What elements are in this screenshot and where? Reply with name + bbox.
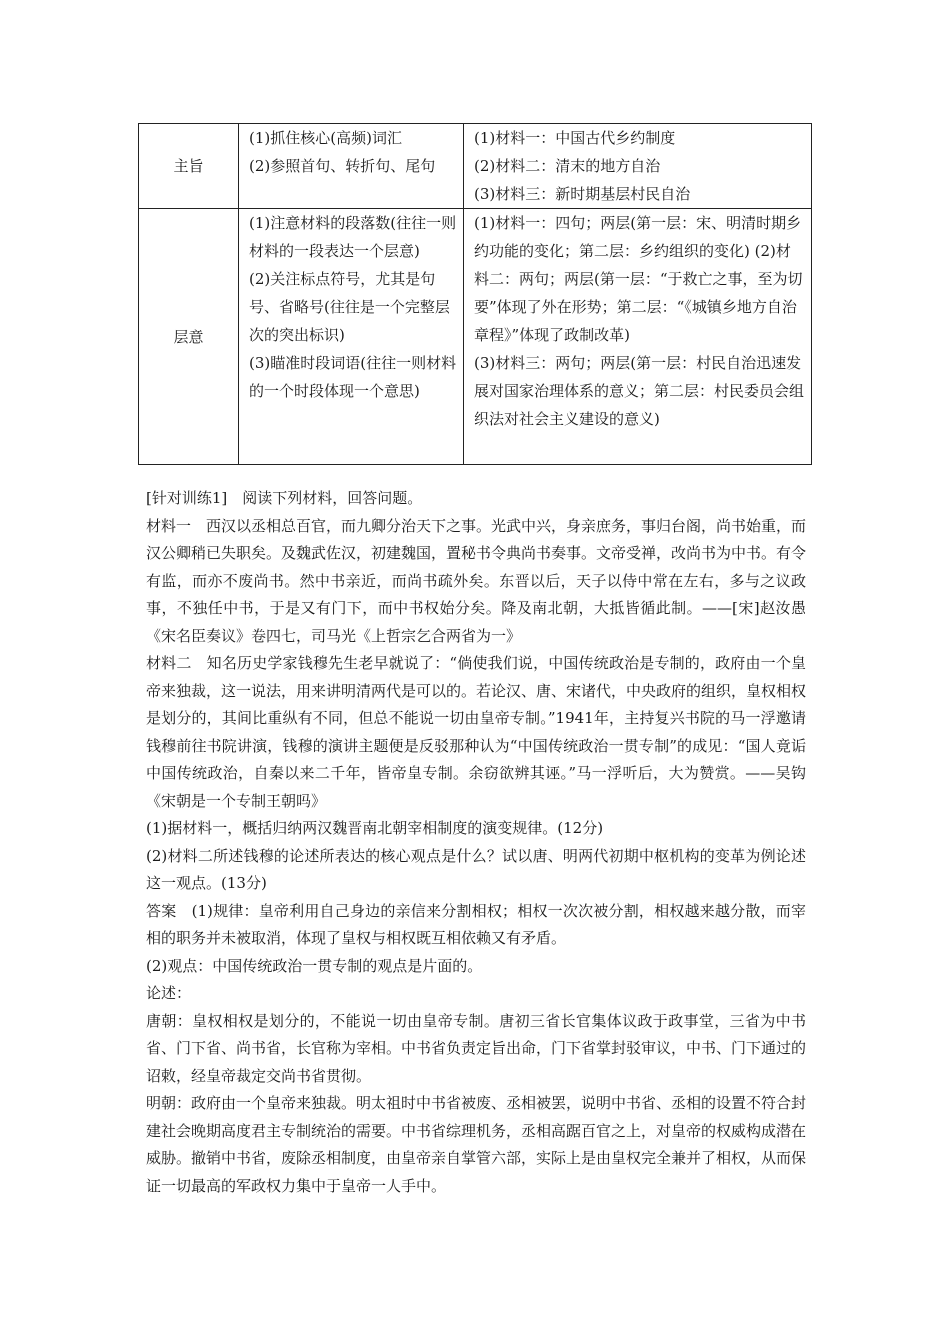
content-item: (3)材料三：新时期基层村民自治 [474,185,691,203]
method-item: (2)关注标点符号，尤其是句号、省略号(往往是一个完整层次的突出标识) [249,270,450,344]
material-two: 材料二 知名历史学家钱穆先生老早就说了：“倘使我们说，中国传统政治是专制的，政府由一个皇帝来独裁，这一说法，用来讲明清两代是可以的。若论汉、唐、宋诸代，中央政府的组织，皇权相权是划分的，其间比重纵有不同，但总不能说一切由皇帝专制。”1941年，主持复兴书院的马一浮邀请钱穆前往书院讲演，钱穆的演讲主题便是反驳那种认为“中国传统政治一贯专制”的成见：“国人竟诟中国传统政治，自秦以来二千年，皆帝皇专制。余窃欲辨其诬。”马一浮听后，大为赞赏。——吴钩《宋朝是一个专制王朝吗》 [146,654,807,810]
method-item: (2)参照首句、转折句、尾句 [249,157,436,175]
content-cell-main-idea [464,124,812,209]
exercise-section [146,485,806,1200]
content-item: (1)材料一：中国古代乡约制度 [474,129,676,147]
table-row-main-idea [139,124,812,209]
argument-ming: 明朝：政府由一个皇帝来独裁。明太祖时中书省被废、丞相被罢，说明中书省、丞相的设置不符合封建社会晚期高度君主专制统治的需要。中书省综理机务，丞相高踞百官之上，对皇帝的权威构成潜在威胁。撤销中书省，废除丞相制度，由皇帝亲自掌管六部，实际上是由皇权完全兼并了相权，从而保证一切最高的军政权力集中于皇帝一人手中。 [146,1094,807,1195]
question-two: (2)材料二所述钱穆的论述所表达的核心观点是什么？试以唐、明两代初期中枢机构的变革为例论述这一观点。(13分) [146,846,806,892]
content-cell-layer-meaning [464,209,812,465]
argument-label: 论述： [146,984,192,1002]
method-item: (3)瞄准时段词语(往往一则材料的一个时段体现一个意思) [249,354,457,400]
exercise-intro: [针对训练1] 阅读下列材料，回答问题。 [146,489,423,507]
reading-method-table [138,123,812,465]
content-item: (1)材料一：四句；两层(第一层：宋、明清时期乡约功能的变化；第二层：乡约组织的变化) (2)材料二：两句；两层(第一层：“于救亡之事，至为切要”体现了外在形势；第二层：“《城镇乡地方自治章程》”体现了政制改革) [474,214,803,344]
row-header-layer-meaning: 层意 [139,209,239,465]
method-item: (1)抓住核心(高频)词汇 [249,129,402,147]
question-one: (1)据材料一，概括归纳两汉魏晋南北朝宰相制度的演变规律。(12分) [146,819,604,837]
content-item: (3)材料三：两句；两层(第一层：村民自治迅速发展对国家治理体系的意义；第二层：村民委员会组织法对社会主义建设的意义) [474,354,805,428]
method-cell-main-idea [239,124,464,209]
table-row-layer-meaning [139,209,812,465]
answer-two: (2)观点：中国传统政治一贯专制的观点是片面的。 [146,956,483,975]
method-cell-layer-meaning [239,209,464,465]
method-item: (1)注意材料的段落数(往往一则材料的一段表达一个层意) [249,214,457,260]
content-item: (2)材料二：清末的地方自治 [474,157,661,175]
answer-one: 答案 (1)规律：皇帝利用自己身边的亲信来分割相权；相权一次次被分割，相权越来越分散，而宰相的职务并未被取消，体现了皇权与相权既互相依赖又有矛盾。 [146,901,806,947]
row-header-main-idea: 主旨 [139,124,239,209]
argument-tang: 唐朝：皇权相权是划分的，不能说一切由皇帝专制。唐初三省长官集体议政于政事堂，三省为中书省、门下省、尚书省，长官称为宰相。中书省负责定旨出命，门下省掌封驳审议，中书、门下通过的诏敕，经皇帝裁定交尚书省贯彻。 [146,1011,807,1085]
material-one: 材料一 西汉以丞相总百官，而九卿分治天下之事。光武中兴，身亲庶务，事归台阁，尚书始重，而汉公卿稍已失职矣。及魏武佐汉，初建魏国，置秘书令典尚书奏事。文帝受禅，改尚书为中书。有令有监，而亦不废尚书。然中书亲近，而尚书疏外矣。东晋以后，天子以侍中常在左右，多与之议政事，不独任中书，于是又有门下，而中书权始分矣。降及南北朝，大抵皆循此制。——[宋]赵汝愚《宋名臣奏议》卷四七，司马光《上哲宗乞合两省为一》 [146,516,807,645]
